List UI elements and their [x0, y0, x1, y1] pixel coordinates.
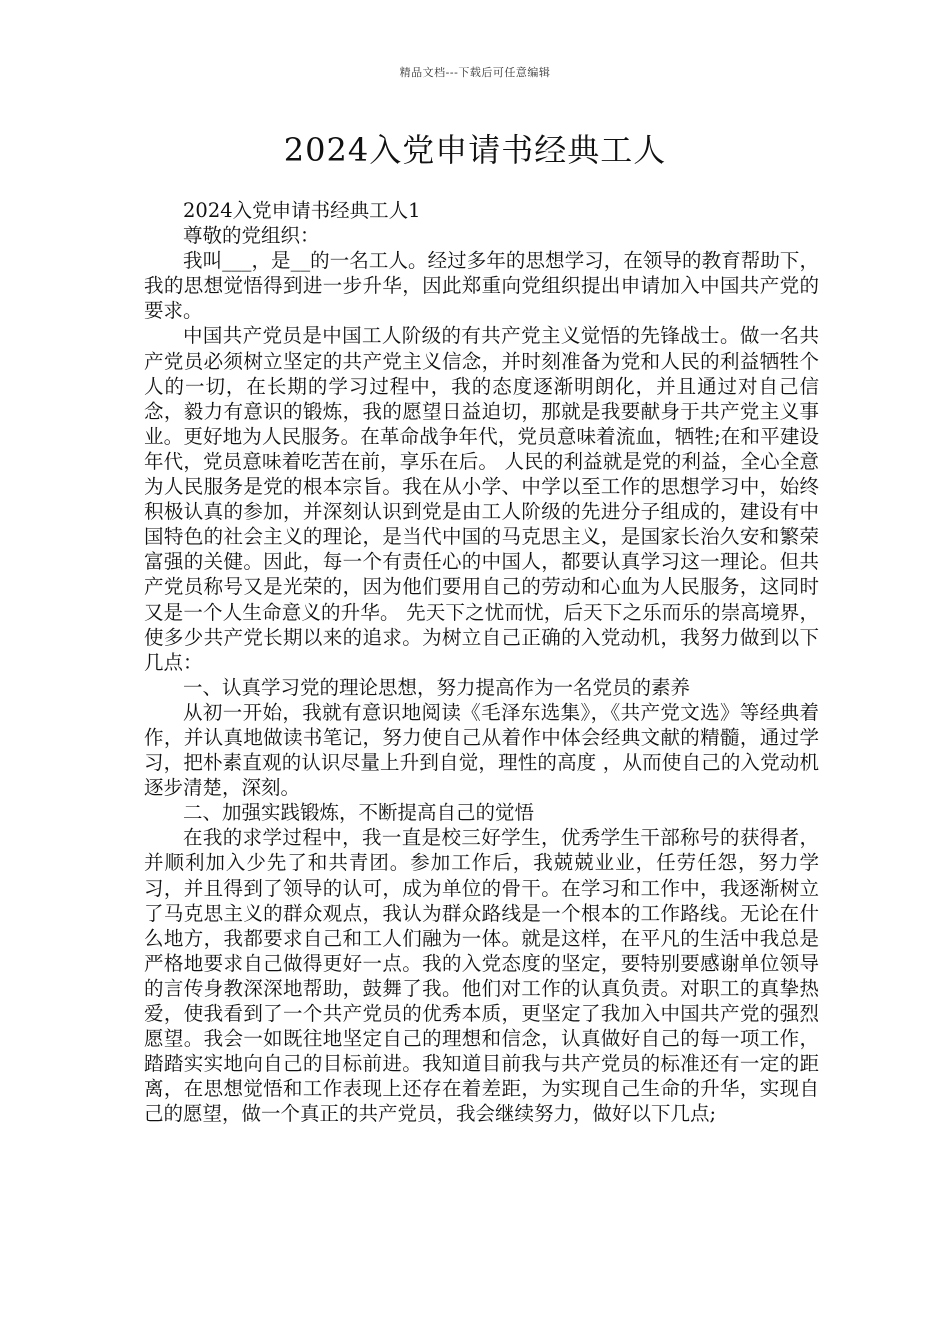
- body-paragraph: 中国共产党员是中国工人阶级的有共产党主义觉悟的先锋战士。做一名共产党员必须树立坚定的共产党主义信念，并时刻准备为党和人民的利益牺牲个人的一切，在长期的学习过程中，我的态度逐渐明朗化，并且通过对自己信念，毅力有意识的锻炼，我的愿望日益迫切，那就是我要献身于共产党主义事业。更好地为人民服务。在革命战争年代，党员意味着流血，牺牲;在和平建设年代，党员意味着吃苦在前，享乐在后。 人民的利益就是党的利益，全心全意为人民服务是党的根本宗旨。我在从小学、中学以至工作的思想学习中，始终积极认真的参加，并深刻认识到党是由工人阶级的先进分子组成的，建设有中国特色的社会主义的理论，是当代中国的马克思主义，是国家长治久安和繁荣富强的关健。因此，每一个有责任心的中国人，都要认真学习这一理论。但共产党员称号又是光荣的，因为他们要用自己的劳动和心血为人民服务，这同时又是一个人生命意义的升华。 先天下之忧而忧，后天下之乐而乐的崇高境界，使多少共产党长期以来的追求。为树立自己正确的入党动机，我努力做到以下几点：: [144, 324, 819, 674]
- document-title: 2024入党申请书经典工人: [283, 131, 667, 169]
- section-heading-2: 二、加强实践锻炼，不断提高自己的觉悟: [183, 801, 535, 825]
- subtitle-paragraph: 2024入党申请书经典工人1: [183, 199, 421, 222]
- intro-paragraph: 我叫___，是__的一名工人。经过多年的思想学习，在领导的教育帮助下，我的思想觉悟得到进一步升华，因此郑重向党组织提出申请加入中国共产党的要求。: [144, 249, 819, 323]
- salutation-paragraph: 尊敬的党组织：: [183, 224, 320, 248]
- document-body: [144, 198, 819, 1126]
- body-paragraph: 在我的求学过程中，我一直是校三好学生，优秀学生干部称号的获得者，并顺利加入少先了和共青团。参加工作后，我兢兢业业，任劳任怨，努力学习，并且得到了领导的认可，成为单位的骨干。在学习和工作中，我逐渐树立了马克思主义的群众观点，我认为群众路线是一个根本的工作路线。无论在什么地方，我都要求自己和工人们融为一体。就是这样，在平凡的生活中我总是严格地要求自己做得更好一点。我的入党态度的坚定，要特别要感谢单位领导的言传身教深深地帮助，鼓舞了我。他们对工作的认真负责。对职工的真挚热爱，使我看到了一个共产党员的优秀本质，更坚定了我加入中国共产党的强烈愿望。我会一如既往地坚定自己的理想和信念，认真做好自己的每一项工作，踏踏实实地向自己的目标前进。我知道目前我与共产党员的标准还有一定的距离，在思想觉悟和工作表现上还存在着差距，为实现自己生命的升华，实现自己的愿望，做一个真正的共产党员，我会继续努力，做好以下几点;: [144, 826, 819, 1126]
- body-paragraph: 从初一开始，我就有意识地阅读《毛泽东选集》，《共产党文选》等经典着作，并认真地做读书笔记，努力使自己从着作中体会经典文献的精髓，通过学习，把朴素直观的认识尽量上升到自觉，理性的高度 ，从而使自己的入党动机逐步清楚，深刻。: [144, 700, 819, 800]
- header-note: 精品文档---下载后可任意编辑: [399, 66, 551, 79]
- section-heading-1: 一、认真学习党的理论思想，努力提高作为一名党员的素养: [183, 675, 691, 699]
